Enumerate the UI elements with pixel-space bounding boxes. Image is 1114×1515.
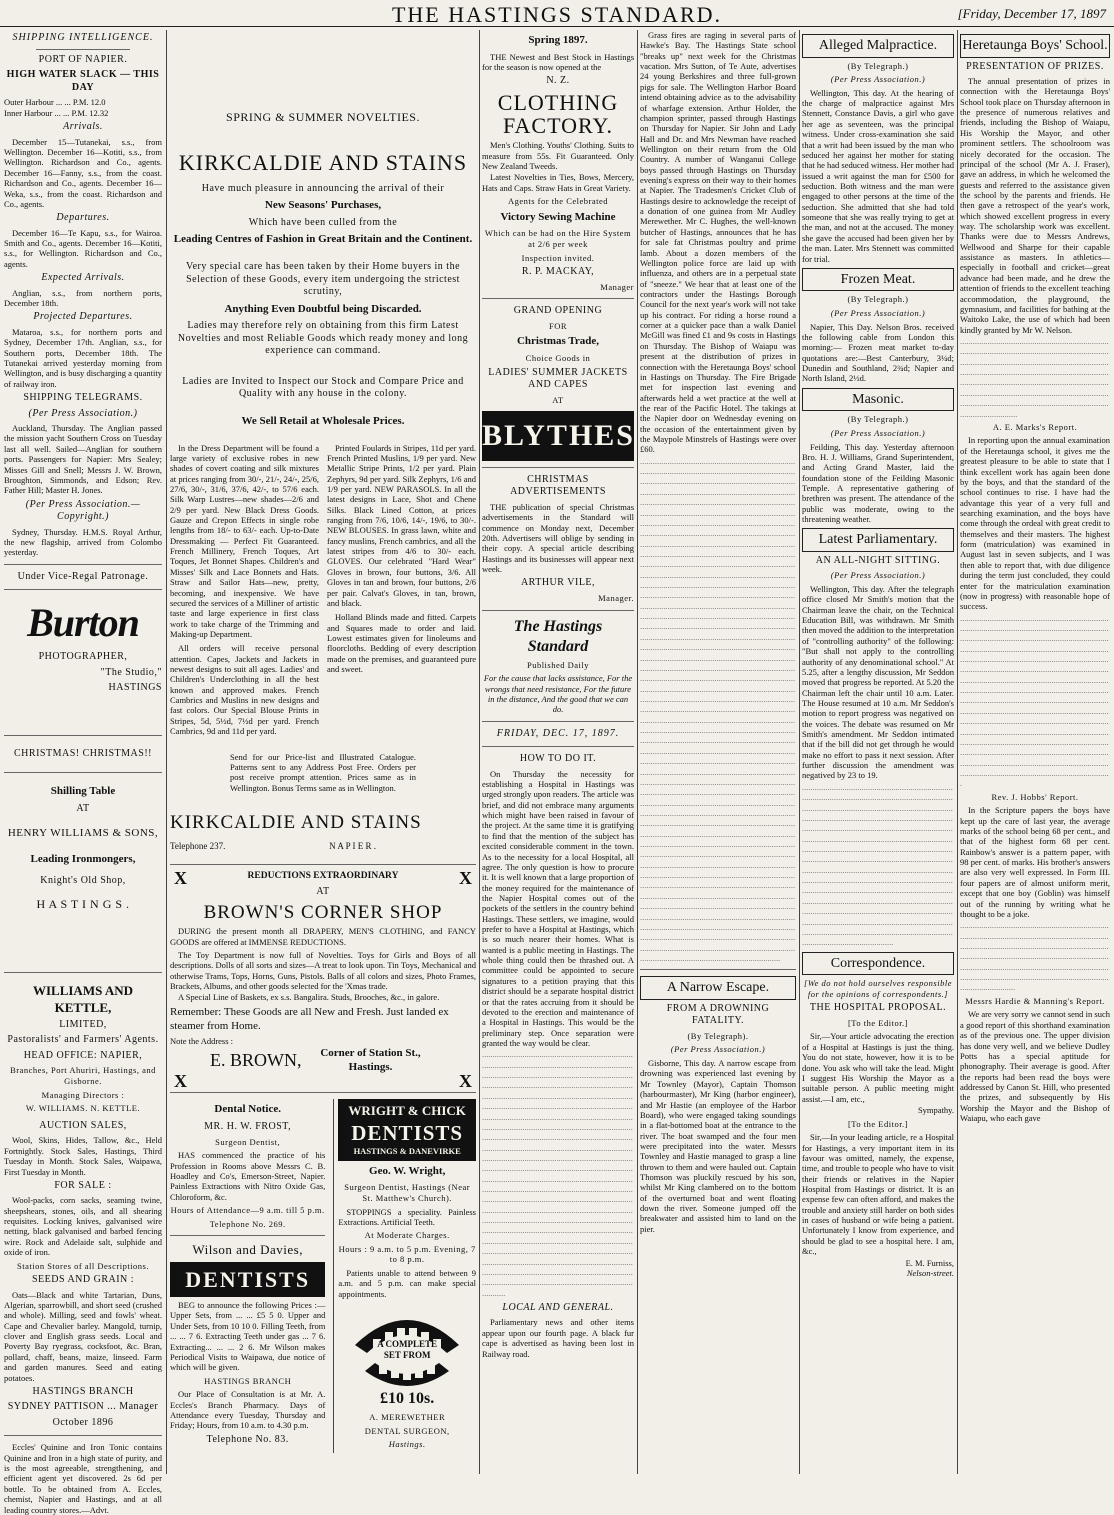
high-water-heading: HIGH WATER SLACK — THIS DAY bbox=[6, 69, 160, 93]
wd-telephone: Telephone No. 83. bbox=[206, 1433, 289, 1445]
october-line: October 1896 bbox=[52, 1416, 114, 1428]
divider bbox=[36, 49, 131, 50]
mal-text: Wellington, This day. At the hearing of the charge of malpractice against Mrs Stennett, Constance Davis, a girl who gave her age as seventeen, was the principal witness. Under cross-examination she said that a writ had been issued by the man who seduced her against her mother for stating that he had seduced witness. Her mother had issued a writ against the man for £500 for seduction. Both witness and the man were engaged to other persons at the time of the seduction. She admitted that she had told someone that she was really trying to get at the man, and not at the accused. The money she gave the accused had been given her by the man. Later. Mrs Stennett was committed for trial. bbox=[802, 87, 955, 264]
x-mark-icon: X bbox=[459, 868, 472, 888]
leader-date: FRIDAY, DEC. 17, 1897. bbox=[496, 727, 620, 739]
standard-logo: The Hastings Standard bbox=[513, 617, 603, 655]
seeds-heading: SEEDS AND GRAIN : bbox=[31, 1274, 135, 1286]
latest-text: Wellington, This day. After the telegraph office closed Mr Smith's motion that the Chairman leave the chair, on the Technical Education Bill, was withdrawn. Mr Smith then moved the addition to the interpretation of "controlling authority" of the following: "But shall not apply to the controlling authority of any denominational school." At 5.25, after a lengthy discussion, Mr Seddon moved that progress be reported. At 5.20 the Chairman left the chair until 10 a.m. Later. The House resumed at 10 a.m. Mr Seddon's motion to report progress was negatived on the voices. The debate was resumed on Mr Smith's amendment. Mr Seddon intimated that if the bill did not get through he would make no effort to pass it next session. After further discussion the amendment was negatived by 23 to 19. bbox=[802, 584, 954, 781]
wd-branch-text: Our Place of Consultation is at Mr. A. Eccles's Branch Pharmacy. Days of Attendance every Tuesday, Thursday and Friday; Hours, from 10 a.m. to 4.30 p.m. bbox=[170, 1389, 326, 1431]
mal-assoc: (Per Press Association.) bbox=[830, 74, 926, 85]
divider bbox=[170, 1092, 476, 1093]
dental-surgeon: DENTAL SURGEON, bbox=[364, 1425, 450, 1436]
telegrams-assoc: (Per Press Association.) bbox=[28, 407, 138, 419]
remember-text: Remember: These Goods are all New and Fresh. Just landed ex steamer from Home. bbox=[170, 1005, 449, 1032]
x-mark-icon: X bbox=[459, 1071, 472, 1092]
kirkcaldie-title: KIRKCALDIE AND STAINS bbox=[178, 150, 468, 175]
nelson-street: Nelson-street. bbox=[906, 1268, 954, 1279]
dental-right bbox=[333, 1099, 476, 1453]
divider bbox=[4, 564, 162, 565]
left-list-2: All orders will receive personal attention. Capes, Jackets and Jackets in newest designs to suit all ages. Ladies' and Children's Underclothing in all the best known and approved makes. French Cambrics and Muslins in new designs and fast colors. Our Special Blouse Prints in Stripes, 5d, 5½d, 7½d per yard. French Cambrics, 9d and 11d per yard. bbox=[170, 643, 319, 737]
mackay-manager: Manager bbox=[600, 281, 634, 292]
frost-telephone: Telephone No. 269. bbox=[209, 1218, 286, 1229]
column-rule bbox=[957, 30, 958, 1474]
right-list-2: Holland Blinds made and fitted. Carpets and Squares made to order and laid. Lowest estimates given for linoleums and floorcloths. Bedding of every description made on the premises, and guaranteed pure and sweet. bbox=[327, 612, 476, 675]
dentists-logo: DENTISTS bbox=[170, 1262, 325, 1298]
kirkcaldie-footer bbox=[170, 841, 476, 852]
x-row bbox=[170, 1071, 476, 1092]
catalogue-text: Send for our Price-list and Illustrated Catalogue. Patterns sent to any Address Post Free. Orders per post receive prompt attention. Prices same as in Wellington. Bonus Terms same as in Wellington. bbox=[230, 751, 416, 793]
frozen-text: Napier, This Day. Nelson Bros. received the following cable from London this morning:— Frozen meat market to-day quotations are:—Best Canterbury, 3¼d; Dunedin and Southland, 2¾d; Napier and North Island, 2½d. bbox=[802, 321, 954, 384]
new-seasons: New Seasons' Purchases, bbox=[264, 199, 382, 211]
choice-goods: Choice Goods in bbox=[525, 353, 591, 364]
geo-wright: Geo. W. Wright, bbox=[369, 1164, 446, 1177]
divider bbox=[482, 610, 634, 611]
price-line: £10 10s. bbox=[380, 1390, 435, 1408]
leader-text: On Thursday the necessity for establishing a Hospital in Hastings was urged strongly upon readers. The article was brief, and did not embrace many arguments which might have been raised in favour of the project. At the same time it is gratifying to find that the mention of the subject has excited considerable comment in the town. As to the necessity for a local Hospital, all agree. The only question is how to procure it. It is well known that a large proportion of the money required for the maintenance of the Napier Hospital comes out of the pockets of the settlers in the country behind Hastings. These settlers, we imagine, would prefer to have a Hospital at Hastings, which is so much nearer their homes. What is wanted is a public meeting in Hastings. The whole thing could then be thrashed out. A committee could be appointed to secure signatures to a petition praying that this district should be a separate hospital district or that the rates accruing from it should be devoted to the erection and maintenance of a Hospital in Hastings. This would be the preliminary step. Once separation were granted the way would be clear. bbox=[482, 768, 634, 1048]
frozen-telegraph: (By Telegraph.) bbox=[847, 294, 909, 305]
hours-line: Hours : 9 a.m. to 5 p.m. Evening, 7 to 8 p.m. bbox=[338, 1243, 476, 1265]
inspection-line: Inspection invited. bbox=[521, 252, 595, 263]
column-6 bbox=[960, 30, 1110, 1474]
frost-hours: Hours of Attendance—9 a.m. till 5 p.m. bbox=[170, 1205, 325, 1216]
inner-harbour-line: Inner Harbour ... ... P.M. 12.32 bbox=[4, 107, 109, 118]
newspaper-title: THE HASTINGS STANDARD. bbox=[391, 2, 723, 27]
agents-line: Agents for the Celebrated bbox=[507, 195, 609, 206]
corner-line: Corner of Station St., Hastings. bbox=[320, 1046, 421, 1073]
forsale-text: Wool-packs, corn sacks, seaming twine, sheepshears, stones, oils, and all shearing requisites. Locking knives, galvanised wire netting, black galvanised and barbed fencing wire. Rock and Adelaide salt, sulphide and oxide of iron. bbox=[4, 1195, 162, 1258]
projected-text: Mataroa, s.s., for northern ports and Sydney, December 17th. Anglian, s.s., for Southern ports, December 18th. The Tutanekai arrived yesterday morning from Wellington, and is busy discharging a quantity of railway iron. bbox=[4, 326, 162, 389]
henry-williams: HENRY WILLIAMS & SONS, bbox=[7, 827, 159, 840]
port-heading: PORT OF NAPIER. bbox=[38, 53, 128, 65]
hire-line: Which can be had on the Hire System at 2/6 per week bbox=[484, 228, 632, 249]
wk-branches: Branches, Port Ahuriri, Hastings, and Gisborne. bbox=[10, 1065, 156, 1087]
manager-line: SYDNEY PATTISON ... Manager bbox=[7, 1401, 159, 1413]
local-text: Parliamentary news and other items appear upon our fourth page. A black fur cape is advertised as having been lost in Railway road. bbox=[482, 1317, 634, 1359]
nz-line: N. Z. bbox=[546, 75, 570, 87]
column-rule bbox=[799, 30, 800, 1474]
masonic-text: Feilding, This day. Yesterday afternoon Bro. H. J. Williams, Grand Superintendent, and Acting Grand Master, laid the foundation stone of the Feilding Masonic Temple. A representative gathering of brethren was present. The attendance of the public was moderate, owing to the threatening weather. bbox=[802, 441, 954, 525]
mal-telegraph: (By Telegraph.) bbox=[847, 60, 909, 71]
mens-text: Men's Clothing. Youths' Clothing. Suits to measure from 55s. Fit Guaranteed. Only New Zealand Tweeds. bbox=[482, 140, 634, 171]
spring-1897: Spring 1897. bbox=[528, 34, 588, 46]
mackay-name: R. P. MACKAY, bbox=[521, 266, 595, 278]
wright-chick-logo bbox=[338, 1099, 476, 1160]
wk-limited: LIMITED, bbox=[59, 1018, 107, 1030]
examiner-text: In reporting upon the annual examination of the Heretaunga school, it gives me the greatest pleasure to be able to state that I think excellent work has again been done by the boys, and that the standard of the school continues to rise. I have had the advantage this year of a very full and searching examination, and the boys have come through the ordeal with great credit to themselves and their masters. The highest form (matriculation) was examined in August last in seven subjects, and I was then able to report that, with due diligence during the term just concluded, they could enter for the matriculation examination (now in progress) with reasonable hope of success. bbox=[960, 435, 1110, 612]
hobbs-text: In the Scripture papers the boys have kept up the care of last year, the average marks of the school being 68 per cent., and that of the highest form 68 per cent. Rainbow's answer is a pattern paper, with 98 per cent. of marks. His brother's answers are also very well expressed. In Form III. four papers are of almost uniform merit, except that one boy (Goblin) was himself out of the running by writing what he thought to be a joke. bbox=[960, 805, 1110, 919]
motto: For the cause that lacks assistance, For the wrongs that need resistance, For the future in the distance, And the good that we can do. bbox=[483, 673, 633, 715]
prizes-text: The annual presentation of prizes in connection with the Heretaunga Boys' School took place on Thursday afternoon in the presence of numerous relatives and friends, including the Bishop of Waiapu, His Worship the Mayor, and other prominent settlers. The schoolroom was nicely decorated for the occasion. The principal of the school (Mr A. J. Fraser), gave an address, in which he welcomed the guests and referred to the assistance given the school by the parents and friends. He then gave a retrospect of the year's work, which showed excellent progress in every way. The scholarship work was excellent. Thanks were due to Messrs Andrews, Wellwood and Sharpe for their capable assistance as masters. In athletics—especially in football and cricket—great advance had been made, and he drew the attention of friends to the excellent teaching accommodation, the playground, the gymnasium, and facilities for bathing at the Waitoko Lake, the use of which had been kindly granted by Mr W. Nelson. bbox=[960, 76, 1110, 335]
note-address: Note the Address : bbox=[170, 1036, 234, 1047]
furniss-sign: E. M. Furniss, bbox=[905, 1257, 954, 1268]
local-items: Grass fires are raging in several parts of Hawke's Bay. The Hastings State school "breaks up" next week for the Christmas vacation. Mrs Sutton, of Te Aute, advertises 24 young Berkshires and three full-grown pigs for sale. The Wellington Harbor Board intend obtaining advice as to the advisability of wharfage extension. Arthur Holder, the champion sprinter, passed through Hastings on Thursday for Napier. Sir John and Lady Hall and Dr. and Mrs Newman have reached Wellington on their return from the Old Country. A number of Wanganui College boys passed through Hastings on Thursday evening's express on their way to their homes at Napier. The Tradesmen's Cricket Club of Hastings desire to acknowledge the receipt of a donation of one guinea from Mr Audley Merewether. Mr C. Hughes, the well-known butcher of Hastings, announces that he has for sale fat Christmas poultry and prime lamb. About a dozen members of the Wellington police force are laid up with influenza, and others are in a perpetual state of "sneeze." We hear that at least one of the contractors under the Hastings Borough Council for the next year's work will not take up his contract. For riding a horse round a corner at a quicker pace than a walk Daniel McGill was fined £1 and 9s costs in Hastings on Thursday. The Bishop of Waiapu was present at the distribution of prizes in connection with the Heretaunga Boys' school in Hastings on Thursday. The Fire Brigade met for inspection last evening and afterwards held a wet practice at the well at the rear of the Pacific Hotel. The takings at the Napier door on Wednesday evening on the occasion of the entertainment given by the Maypole Minstrels of Hastings were over £60. bbox=[640, 30, 796, 455]
departures-heading: Departures. bbox=[56, 212, 110, 224]
invited-line: Ladies are Invited to Inspect our Stock and Compare Price and Quality with any house in the colony. bbox=[182, 375, 464, 400]
divider bbox=[640, 969, 796, 970]
divider bbox=[482, 467, 634, 468]
divider bbox=[170, 1235, 325, 1236]
eccles-text: Eccles' Quinine and Iron Tonic contains Quinine and Iron in a high state of purity, and is the most agreeable, strengthening, and efficient agent yet discovered. 2s 6d per bottle. To be obtained from A. Eccles, chemist, Napier and Hastings, and at all leading country stores.—Advt. bbox=[4, 1442, 162, 1515]
browns-title: BROWN'S CORNER SHOP bbox=[203, 901, 443, 923]
leading-centres: Leading Centres of Fashion in Great Britain and the Continent. bbox=[173, 233, 473, 246]
expected-heading: Expected Arrivals. bbox=[41, 272, 125, 284]
spring-heading: SPRING & SUMMER NOVELTIES. bbox=[226, 110, 420, 124]
wc-logo-top: WRIGHT & CHICK bbox=[348, 1103, 466, 1119]
hospital-heading: THE HOSPITAL PROPOSAL. bbox=[809, 1002, 947, 1014]
vile-name: ARTHUR VILE, bbox=[520, 577, 596, 589]
kirkcaldie-title-2: KIRKCALDIE AND STAINS bbox=[170, 812, 422, 833]
manning-text: We are very sorry we cannot send in such a good report of this shorthand examination as of the previous one. The upper division has done very well, and we believe Dudley Potts has a special aptitude for phonography. Their average is good. After the reports had been read the boys were addressed by Canon St. Hill, who presented the prizes, and subsequently by His Worship the Mayor and the Bishop of Waiapu, who each gave bbox=[960, 1009, 1110, 1124]
ladies-line: Ladies may therefore rely on obtaining from this firm Latest Novelties and most Reliable Goods which ready money and long experience can command. bbox=[177, 320, 469, 357]
victory-line: Victory Sewing Machine bbox=[500, 210, 616, 223]
hastings-merewether: Hastings. bbox=[388, 1439, 426, 1450]
shilling-table: Shilling Table bbox=[50, 785, 116, 798]
latest-heading: Latest Parliamentary. bbox=[802, 528, 954, 552]
at-line: AT bbox=[552, 394, 564, 405]
station-stores: Station Stores of all Descriptions. bbox=[16, 1260, 149, 1271]
wd-prices: BEG to announce the following Prices :— Upper Sets, from ... ... £5 5 0. Upper and Under Sets, from 10 10 0. Filling Teeth, from ... ... 7 6. Extracting Teeth under gas ... 7 6. Extracting... ... ... 2 6. Mr Wilson makes Periodical Visits to Waipawa, due notice of which will be given. bbox=[170, 1300, 326, 1373]
grand-opening: GRAND OPENING bbox=[513, 305, 603, 317]
ladies-jackets: LADIES' SUMMER JACKETS AND CAPES bbox=[488, 366, 628, 391]
auction-text: Wool, Skins, Hides, Tallow, &c., Held Fortnightly. Stock Sales, Hastings, Third Tuesday in Month. Stock Sales, Waipawa, First Tuesday in Month. bbox=[4, 1135, 162, 1177]
xmas-ads-heading: CHRISTMAS ADVERTISEMENTS bbox=[510, 473, 606, 498]
burton-logo: Burton bbox=[27, 600, 139, 646]
drowning-line: FROM A DROWNING FATALITY. bbox=[666, 1002, 770, 1027]
column-3 bbox=[482, 30, 634, 1474]
branch-heading: HASTINGS BRANCH bbox=[32, 1385, 134, 1397]
divider bbox=[4, 1435, 162, 1436]
x-mark-icon: X bbox=[174, 868, 187, 888]
latest-text: Latest Novelties in Ties, Bows, Mercery, Hats and Caps. Straw Hats in Great Variety. bbox=[482, 172, 634, 193]
publication-text: THE publication of special Christmas advertisements in the Standard will commence on Monday next, December 20th. Advertisers will oblige by sending in their copy. A special article describing Hastings and its businesses will appear next week. bbox=[482, 501, 634, 575]
reductions-line: REDUCTIONS EXTRAORDINARY bbox=[247, 871, 399, 881]
corr-note: [We do not hold ourselves responsible for the opinions of correspondents.] bbox=[804, 978, 952, 999]
ironmongers: Leading Ironmongers, bbox=[30, 853, 136, 866]
ebrown-name: E. BROWN, bbox=[210, 1050, 302, 1071]
masonic-telegraph: (By Telegraph.) bbox=[847, 414, 909, 425]
for-line: FOR bbox=[548, 320, 568, 331]
wk-directors-label: Managing Directors : bbox=[41, 1089, 125, 1100]
telegrams-heading: SHIPPING TELEGRAMS. bbox=[23, 392, 143, 404]
column-2 bbox=[170, 30, 476, 1474]
wk-office: HEAD OFFICE: NAPIER, bbox=[23, 1049, 143, 1061]
forsale-heading: FOR SALE : bbox=[54, 1179, 112, 1191]
masonic-assoc: (Per Press Association.) bbox=[830, 427, 926, 438]
blythes-logo: BLYTHES bbox=[482, 411, 634, 461]
frost-text: HAS commenced the practice of his Profession in Rooms above Messrs C. B. Hoadley and Co's, Emerson-Street, Napier. Painless Extractions with Nitro Oxide Gas, Chloroform, &c. bbox=[170, 1150, 326, 1202]
arrivals-text: December 15—Tutanekai, s.s., from Wellington. December 16—Kotiti, s.s., from Wellington. Richardson and Co., agents. December 16—Fanny, s.s., from the coast. Richardson and Co., agents. December 16—Weka, s.s., from the coast. Richardson and Co., agents. bbox=[4, 136, 162, 209]
departures-text: December 16—Te Kapu, s.s., for Wairoa. Smith and Co., agents. December 16—Kotiti, s.s., for Wellington. Richardson and Co., agents. bbox=[4, 227, 162, 269]
issue-date: [Friday, December 17, 1897 bbox=[957, 6, 1106, 21]
malpractice-heading: Alleged Malpractice. bbox=[802, 34, 954, 58]
napier-line: N A P I E R . bbox=[329, 840, 376, 851]
burton-studio: "The Studio," bbox=[100, 666, 162, 678]
editor-line: [To the Editor.] bbox=[847, 1017, 909, 1028]
wc-logo-mid: DENTISTS bbox=[351, 1120, 464, 1145]
column-rule bbox=[479, 30, 480, 1474]
masthead bbox=[0, 0, 1114, 26]
ebrown-row bbox=[170, 1047, 476, 1075]
published-daily: Published Daily bbox=[526, 659, 590, 670]
moderate-line: At Moderate Charges. bbox=[364, 1230, 450, 1241]
during-text: DURING the present month all DRAPERY, MEN'S CLOTHING, and FANCY GOODS are offered at IMMENSE REDUCTIONS. bbox=[170, 926, 476, 947]
divider bbox=[170, 864, 476, 865]
column-1 bbox=[4, 30, 162, 1515]
divider bbox=[482, 721, 634, 722]
editor2-text: Sir,—In your leading article, re a Hospital for Hastings, a very important item in its favour was omitted, namely, the expense, time, and trouble to people who have to visit their friends or relatives in the Napier Hospital from Hastings or district. It is an expense few can often afford, and makes the trouble and anxiety still harder on both sides in cases of husband or wife being a patient. Unfortunately I know from experience, and should be glad to see a hospital here. I am, &c., bbox=[802, 1132, 954, 1257]
patients-line: Patients unable to attend between 9 a.m. and 5 p.m. can make special appointments. bbox=[338, 1268, 476, 1299]
local-items-continued: .................................................................................................................................................................................................................................................................................................................................................................................................................................................................................................................................................................................................................................................................................................................................................................................................................................................................................................................................................................................................................................................................................................................................................................................................................................................................................................................................................................................................................................................................................................................................................................................................................................................................................................................................................................................................................................................................................................................................................................................................................................................................................................................................................................................................................................................................................................................................................................................................................................................................................................................................................................................................................................................................................................................................................................................................................................................................................................................................................................................................................................................................................................................................................................................................................................................................................................................................................................................................................................................................................................................................................................................................................................................................................................................. bbox=[640, 455, 796, 963]
examiner-heading: A. E. Marks's Report. bbox=[992, 421, 1078, 432]
shipping-heading: SHIPPING INTELLIGENCE. bbox=[12, 32, 154, 43]
column-4 bbox=[640, 30, 796, 1474]
wk-agents: Pastoralists' and Farmers' Agents. bbox=[7, 1034, 159, 1046]
examiner-continued: ................................................................................................................................................................................................................................................................................................................................................................................................................................................................................................................................................................................................................................................................................................................................................................................................................................................................................................................................................................................................................................................................................................................................................................. bbox=[960, 612, 1109, 789]
wilson-davies: Wilson and Davies, bbox=[192, 1242, 303, 1258]
sydney-text: Sydney, Thursday. H.M.S. Royal Arthur, the new flagship, arrived from Colombo yesterday. bbox=[4, 526, 162, 558]
x-mark-icon: X bbox=[174, 1071, 187, 1092]
xmas-trade: Christmas Trade, bbox=[516, 335, 600, 348]
burton-photographer: PHOTOGRAPHER, bbox=[38, 651, 128, 663]
dental-row bbox=[170, 1099, 476, 1453]
culled-line: Which have been culled from the bbox=[248, 216, 398, 228]
wk-title: WILLIAMS AND KETTLE, bbox=[32, 983, 134, 1015]
expected-text: Anglian, s.s., from northern ports, December 18th. bbox=[4, 287, 162, 309]
frost-name: MR. H. W. FROST, bbox=[204, 1121, 292, 1133]
heretaunga-heading: Heretaunga Boys' School. bbox=[960, 34, 1110, 58]
arrivals-heading: Arrivals. bbox=[63, 121, 103, 133]
divider bbox=[482, 298, 634, 299]
wk-directors: W. WILLIAMS. N. KETTLE. bbox=[25, 1103, 141, 1114]
divider bbox=[4, 589, 162, 590]
right-list: Printed Foulards in Stripes, 11d per yard. French Printed Muslins, 1/9 per yard. New Metallic Stripe Prints, 1/2 per yard. Plain Zephyrs, 9d per yard. Silk Zephyrs, 1/6 and 1/9 per yard. NEW PARASOLS. In all the latest designs in Lace, Shot and Chene Silks. Black Lined Cotton, at prices ranging from 7/6, 10/6, 14/-, 19/6, to 30/-. NEW BLOUSES. In grass lawn, white and fancy muslins, French cambrics, and all the latest stripes from 4/6 to 30/- each. GLOVES. Our celebrated "Hard Wear" Gloves in brown, four buttons, 3/6. All Gloves in tan and brown, four buttons, 2/6 per pair. Calvat's Gloves, in tan, brown, and black. bbox=[327, 442, 476, 608]
copyright-line: (Per Press Association.—Copyright.) bbox=[25, 498, 141, 523]
latest-assoc: (Per Press Association.) bbox=[830, 570, 926, 581]
anything-line: Anything Even Doubtful being Discarded. bbox=[224, 302, 422, 315]
telephone-line: Telephone 237. bbox=[170, 840, 226, 851]
hobbs-continued: .............................................................................................................................................................................................................................................................................................................................................................................................................................................................. bbox=[960, 920, 1109, 993]
at-line: AT bbox=[76, 802, 90, 814]
newest-text: THE Newest and Best Stock in Hastings for the season is now opened at the bbox=[482, 51, 634, 73]
hospital-text: Sir,—Your article advocating the erection of a Hospital at Hastings is just the thing. You do not state, however, how it is to be done. You ask who will take the lead. Might I suggest His Worship the Mayor as a suitable person. A public meeting might assist.—I am, etc., bbox=[802, 1031, 954, 1104]
complete-set-label: A COMPLETE SET FROM bbox=[377, 1339, 438, 1361]
divider bbox=[4, 772, 162, 773]
wesell-line: We Sell Retail at Wholesale Prices. bbox=[241, 414, 405, 427]
telegraph-line: (By Telegraph). bbox=[687, 1030, 749, 1041]
masthead-rule bbox=[0, 26, 1114, 27]
local-heading: LOCAL AND GENERAL. bbox=[502, 1301, 614, 1313]
divider bbox=[4, 735, 162, 736]
howto-heading: HOW TO DO IT. bbox=[519, 753, 597, 765]
latest-continued: .................................................................................................................................................................................................................................................................................................................................................................................................................................................................................................................................................................................................................................................................................................................................................................................................................................................................................................................................................................................................................................................................................................................................................... bbox=[802, 781, 953, 948]
leader-continued: ............................................................................................................................................................................................................................................................................................................................................................................................................................................................................................................................................................................................................................................................................................................................................................................................................................................................................................................................................................................................................................................................................................................................................................................................................................................................................................................................................................................................................................................................................................................................................................................................................................................................................................................ bbox=[482, 1049, 633, 1298]
divider bbox=[4, 972, 162, 973]
denture-illustration bbox=[347, 1305, 467, 1389]
allnight-line: AN ALL-NIGHT SITTING. bbox=[815, 554, 941, 566]
prizes-heading: PRESENTATION OF PRIZES. bbox=[966, 60, 1104, 72]
burton-place: HASTINGS bbox=[108, 682, 162, 694]
masonic-heading: Masonic. bbox=[802, 388, 954, 412]
merewether: A. MEREWETHER bbox=[369, 1412, 446, 1423]
telegrams-text: Auckland, Thursday. The Anglian passed the mission yacht Southern Cross on Tuesday last all well. Sailed—Anglian for southern ports. Passengers for Napier: Mrs Sealey; Misses Gill and Snell; Messrs J. W. Brown, Broughton, Simmonds, and Edson; Rev. Father Hill; Master H. Jones. bbox=[4, 423, 162, 496]
sympathy-sign: Sympathy. bbox=[917, 1104, 954, 1115]
column-rule bbox=[166, 30, 167, 1474]
clothing-factory: CLOTHING FACTORY. bbox=[497, 89, 619, 139]
hobbs-heading: Rev. J. Hobbs' Report. bbox=[991, 791, 1079, 802]
auction-heading: AUCTION SALES, bbox=[39, 1119, 127, 1131]
geo-sub: Surgeon Dentist, Hastings (Near St. Matthew's Church). bbox=[344, 1182, 471, 1203]
manning-heading: Messrs Hardie & Manning's Report. bbox=[965, 995, 1105, 1006]
toys-text: The Toy Department is now full of Novelties. Toys for Girls and Boys of all descriptions. Dolls of all sorts and sizes—A treat to look upon. Tin Toys, Mechanical and otherwise Trams, Tops, Horns, Guns, Pistols. Balls of all colors and sizes, Photo Frames, Brackets, Albums, and other goods selected for the 'Xmas trade. bbox=[170, 949, 476, 992]
outer-harbour-line: Outer Harbour ... ... P.M. 12.0 bbox=[4, 97, 106, 107]
correspondence-heading: Correspondence. bbox=[802, 952, 954, 976]
christmas-line: CHRISTMAS! CHRISTMAS!! bbox=[14, 747, 152, 759]
patronage-line: Under Vice-Regal Patronage. bbox=[17, 570, 149, 582]
vile-manager: Manager. bbox=[598, 592, 634, 603]
special-text: A Special Line of Baskets, ex s.s. Bangalira. Studs, Brooches, &c., in galore. bbox=[178, 992, 440, 1003]
kirkcaldie-lists bbox=[170, 443, 476, 738]
pleasure-line: Have much pleasure in announcing the arrival of their bbox=[201, 182, 445, 194]
frost-surgeon: Surgeon Dentist, bbox=[215, 1136, 281, 1147]
divider bbox=[482, 746, 634, 747]
narrow-text: Gisborne, This day. A narrow escape from drowning was experienced last evening by Mr Townley (Mayor), Captain Thomson (harbourmaster), Mr King (harbor engineer), and Mr Hastie (an employee of the Harbor Board), who were engaged taking soundings in a flat-bottomed boat at the entrance to the river. The boat swamped and the four men were precipitated into the water. Messrs Townley and Hastie managed to grasp a line thrown to them and were hauled out. Captain Thomson was pluckily rescued by his son, whilst Mr King clambered on to the bottom of the overturned boat and went floating down the river. Someone jumped off the breakwater and assisted him to land on the pier. bbox=[640, 1058, 796, 1234]
at-line: AT bbox=[316, 886, 330, 897]
frozen-assoc: (Per Press Association.) bbox=[830, 307, 926, 318]
reductions-row bbox=[170, 868, 476, 888]
editor-line-2: [To the Editor.] bbox=[847, 1118, 909, 1129]
dental-notice: Dental Notice. bbox=[214, 1103, 281, 1116]
wc-logo-bot: HASTINGS & DANEVIRKE bbox=[353, 1145, 461, 1156]
care-line: Very special care has been taken by their Home buyers in the Selection of these Goods, every item undergoing the strictest scrutiny, bbox=[185, 261, 461, 297]
knights-old-shop: Knight's Old Shop, bbox=[40, 874, 126, 886]
projected-heading: Projected Departures. bbox=[33, 311, 133, 323]
column-rule bbox=[637, 30, 638, 1474]
hastings-line: H A S T I N G S . bbox=[36, 897, 130, 912]
stopping-text: STOPPINGS a speciality. Painless Extractions. Artificial Teeth. bbox=[338, 1206, 476, 1227]
dental-left bbox=[170, 1099, 325, 1453]
left-list: In the Dress Department will be found a large variety of exclusive robes in new shades of covert coating and silk mixtures at prices ranging from 30/-, 21/-, 24/-, 25/6, 27/6, 30/-, 31/6, 37/6, 42/-, to 57/6 each. Silk Warp Lustres—new shades—2/6 and 2/9 per yard. New Black Dress Goods. Gauze and Crepon Effects in single robe lengths from 18/- to 63/- each. Up-to-Date Dressmaking — Perfect Fit Guaranteed. French Millinery, French Toques, Art Toques, Jet Bonnet Shapes. Children's and Misses' Silk and Lace Bonnets and Hats. Straw and Sailor Hats—new, pretty, becoming, and inexpensive. We have secured the services of a Milliner of artistic taste and large experience in first class work to take charge of the Trimming and Making-up Department. bbox=[170, 442, 319, 639]
prizes-continued: ..................................................................................................................................................................................................................................................................................................................................................................................................................................................................................................................................... bbox=[960, 335, 1109, 419]
wd-branch: HASTINGS BRANCH bbox=[204, 1375, 292, 1386]
column-5 bbox=[802, 30, 954, 1474]
seeds-text: Oats—Black and white Tartarian, Duns, Algerian, sparrowbill, and short seed (crushed and whole). Milling, seed and fowls' wheat. Cape and Chevalier barley. Mangold, turnip, clover and English grass seeds. Local and Poverty Bay ryegrass, cocksfoot, &c. Bran, pollard, chaff, beans, maize, linseed. Farm and garden manures. Seed and eating potatoes. bbox=[4, 1289, 162, 1383]
frozen-heading: Frozen Meat. bbox=[802, 268, 954, 292]
narrow-escape-heading: A Narrow Escape. bbox=[640, 976, 796, 1000]
assoc-line: (Per Press Association.) bbox=[670, 1044, 766, 1055]
